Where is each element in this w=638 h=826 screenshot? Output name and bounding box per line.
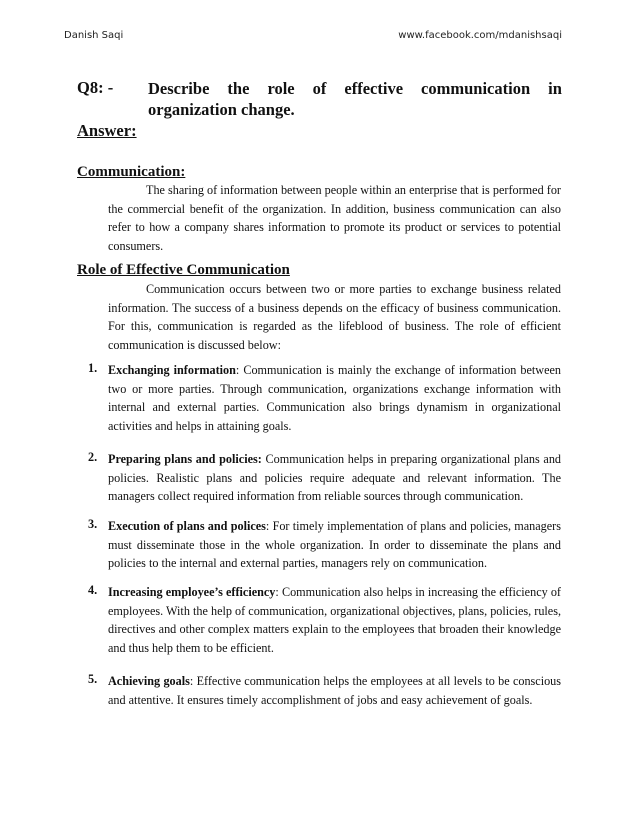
list-item-title: Preparing plans and policies: [108, 452, 262, 466]
list-item-text: Communication is mainly the exchange of information between two or more parties. Through communication, organizations exchange information with internal and external parties. Communication also brings dynamism in organizational activities and helps in attaining goals. [108, 363, 561, 433]
list-item-text: Effective communication helps the employees at all levels to be conscious and attentive. It ensures timely accomplishment of jobs and easy achievement of goals. [108, 674, 562, 707]
answer-label: Answer: [77, 121, 137, 140]
question-text [148, 78, 562, 120]
question-word: communication [421, 79, 531, 98]
question-word: the [227, 79, 250, 98]
list-item-body [108, 517, 561, 573]
question-word: role [267, 79, 295, 98]
role-paragraph: Communication occurs between two or more parties to exchange business related information. The success of a business depends on the efficacy of business communication. For this, communication is regarded as the lifeblood of business. The role of efficient communication is discussed below: [108, 282, 561, 352]
list-item-number: 3. [88, 517, 98, 531]
list-item-body [108, 450, 561, 506]
question-word: effective [344, 79, 404, 98]
list-item-separator: : [265, 519, 273, 533]
list-item-title: Exchanging information [108, 363, 236, 377]
communication-heading: Communication: [77, 164, 186, 180]
list-item-title: Execution of plans and polices [108, 519, 266, 533]
question-number: Q8: - [77, 78, 114, 97]
list-item-number: 1. [88, 361, 98, 375]
list-item-number: 2. [88, 450, 98, 464]
header-author: Danish Saqi [64, 30, 124, 41]
list-item-title: Achieving goals [108, 674, 190, 688]
list-item-body [108, 361, 561, 435]
list-item-text: For timely implementation of plans and policies, managers must disseminate those in the whole organization. In order to disseminate the plans and policies to the internal and external parties, managers rely on communication. [108, 519, 561, 571]
role-heading: Role of Effective Communication [77, 262, 290, 278]
list-item-separator: : [275, 585, 282, 599]
list-item-text: Communication also helps in increasing the efficiency of employees. With the help of communication, organizational objectives, plans, policies, rules, directives and other complex matters explain to the employees that broaden their knowledge and thus help them to be efficient. [108, 585, 561, 655]
list-item-number: 5. [88, 672, 98, 686]
question-word: Describe [148, 79, 210, 98]
question-word: in [548, 79, 562, 98]
question-line-1 [148, 78, 562, 99]
list-item-body [108, 583, 561, 657]
list-item-separator: : [235, 363, 244, 377]
list-item-title: Increasing employee’s efficiency [108, 585, 276, 599]
list-item-separator: : [189, 674, 197, 688]
header-url: www.facebook.com/mdanishsaqi [398, 30, 562, 41]
question-word: of [312, 79, 327, 98]
list-item-text: Communication helps in preparing organizational plans and policies. Realistic plans and policies require adequate and relevant information. The managers collect required information from reliable sources through communication. [108, 452, 562, 504]
communication-paragraph: The sharing of information between people within an enterprise that is performed for the commercial benefit of the organization. In addition, business communication can also refer to how a company shares information to promote its product or services to potential consumers. [108, 183, 561, 253]
question-line-2: organization change. [148, 100, 295, 119]
list-item-body [108, 672, 561, 709]
list-item-number: 4. [88, 583, 98, 597]
